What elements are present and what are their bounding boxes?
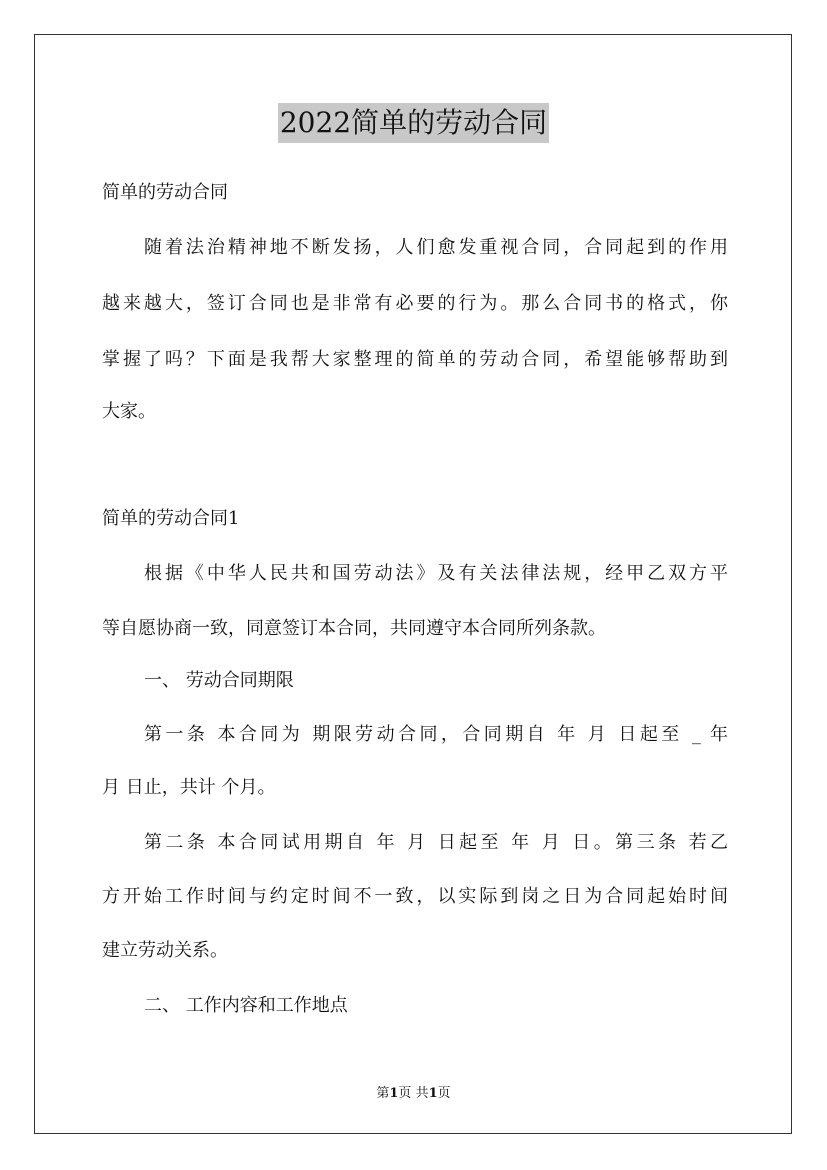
article-2-line-2: 方开始工作时间与约定时间不一致，以实际到岗之日为合同起始时间 [102,886,728,907]
intro-line-1: 随着法治精神地不断发扬，人们愈发重视合同，合同起到的作用 [144,237,728,258]
article-2-line-1: 第二条 本合同试用期自 年 月 日起至 年 月 日。第三条 若乙 [144,832,728,853]
intro-line-2: 越来越大，签订合同也是非常有必要的行为。那么合同书的格式，你 [102,293,728,314]
footer-middle: 页 共 [398,1086,429,1101]
footer-total-pages: 1 [428,1086,438,1101]
part-heading-1: 一、 劳动合同期限 [144,670,294,691]
title-container [0,103,827,143]
page-footer [0,1082,827,1101]
preamble-line-2: 等自愿协商一致，同意签订本合同，共同遵守本合同所列条款。 [102,618,606,639]
article-1-line-1: 第一条 本合同为 期限劳动合同，合同期自 年 月 日起至 _ 年 [144,724,728,745]
footer-prefix: 第 [376,1086,390,1101]
subtitle: 简单的劳动合同 [102,182,228,203]
preamble-line-1: 根据《中华人民共和国劳动法》及有关法律法规，经甲乙双方平 [144,563,728,584]
document-title: 2022简单的劳动合同 [278,103,549,143]
footer-suffix: 页 [437,1086,451,1101]
article-2-line-3: 建立劳动关系。 [102,940,228,961]
intro-line-3: 掌握了吗？下面是我帮大家整理的简单的劳动合同，希望能够帮助到 [102,349,728,370]
article-1-line-2: 月 日止，共计 个月。 [102,777,276,798]
intro-line-4: 大家。 [102,401,156,422]
part-heading-2: 二、 工作内容和工作地点 [144,995,348,1016]
footer-page-number: 1 [389,1086,399,1101]
section-heading-1: 简单的劳动合同1 [102,508,240,529]
